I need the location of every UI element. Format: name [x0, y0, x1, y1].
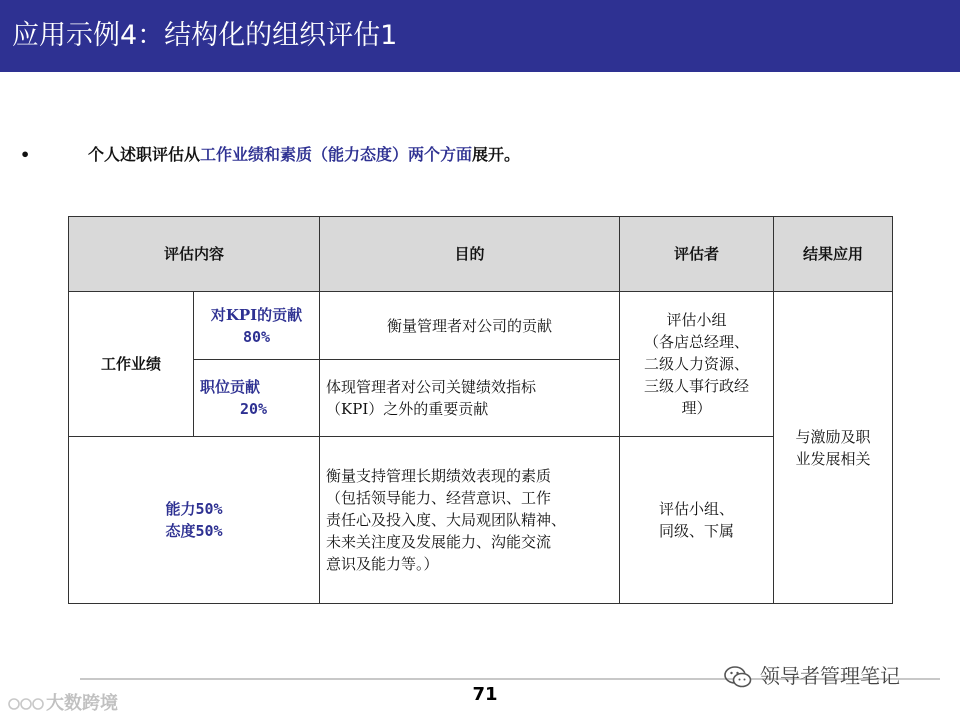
- competence-evaluator: [620, 437, 774, 604]
- table-row: [69, 292, 893, 360]
- purpose-line: （包括领导能力、经营意识、工作: [326, 489, 552, 507]
- evaluator-line: （各店总经理、: [644, 333, 750, 351]
- purpose-line: 未来关注度及发展能力、沟能交流: [326, 533, 552, 551]
- watermark-text: 大数跨境: [46, 693, 118, 714]
- position-contribution-cell: [194, 360, 320, 437]
- position-weight: 20%: [240, 400, 268, 418]
- intro-text-highlight: 工作业绩和素质（能力态度）两个方面: [200, 145, 473, 164]
- page-number: 71: [472, 684, 498, 705]
- title-bar: [0, 0, 960, 72]
- evaluator-line: 理）: [681, 399, 712, 417]
- performance-label: 工作业绩: [69, 292, 194, 437]
- competence-purpose: [320, 437, 620, 604]
- kpi-purpose: 衡量管理者对公司的贡献: [320, 292, 620, 360]
- result-line: 与激励及职: [795, 427, 871, 446]
- position-purpose: [320, 360, 620, 437]
- header-purpose: 目的: [320, 217, 620, 292]
- evaluator-line: 评估小组: [666, 311, 727, 329]
- table-header-row: [69, 217, 893, 292]
- header-evaluator: 评估者: [620, 217, 774, 292]
- bullet-dot: •: [20, 145, 31, 164]
- kpi-contribution-cell: [194, 292, 320, 360]
- wechat-account-name: 领导者管理笔记: [760, 664, 900, 688]
- purpose-line: 体现管理者对公司关键绩效指标: [326, 378, 537, 396]
- competence-line: 能力50%: [165, 500, 223, 518]
- evaluator-line: 同级、下属: [659, 522, 735, 540]
- evaluation-table: [68, 216, 893, 604]
- page-title: 应用示例4：结构化的组织评估1: [12, 20, 398, 51]
- watermark-logo-icon: [8, 694, 44, 714]
- position-contribution-title: 职位贡献: [200, 378, 261, 396]
- intro-text-part-3: 展开。: [472, 145, 521, 164]
- result-line: 业发展相关: [795, 449, 871, 468]
- header-eval-content: 评估内容: [69, 217, 320, 292]
- purpose-line: 衡量支持管理长期绩效表现的素质: [326, 467, 552, 485]
- evaluator-line: 二级人力资源、: [644, 355, 750, 373]
- intro-text-part-1: 个人述职评估从: [88, 145, 201, 164]
- result-application: [774, 292, 893, 604]
- attitude-line: 态度50%: [165, 522, 223, 540]
- kpi-contribution-title: 对KPI的贡献: [210, 305, 303, 324]
- table-row: [69, 437, 893, 604]
- wechat-icon: [724, 666, 752, 688]
- header-result: 结果应用: [774, 217, 893, 292]
- competence-label: [69, 437, 320, 604]
- intro-text: [88, 142, 520, 168]
- evaluator-line: 评估小组、: [659, 500, 735, 518]
- purpose-line: （KPI）之外的重要贡献: [326, 400, 489, 418]
- kpi-weight: 80%: [242, 327, 271, 346]
- purpose-line: 意识及能力等。）: [326, 555, 439, 573]
- performance-evaluator: [620, 292, 774, 437]
- evaluator-line: 三级人事行政经: [644, 377, 750, 395]
- purpose-line: 责任心及投入度、大局观团队精神、: [326, 511, 567, 529]
